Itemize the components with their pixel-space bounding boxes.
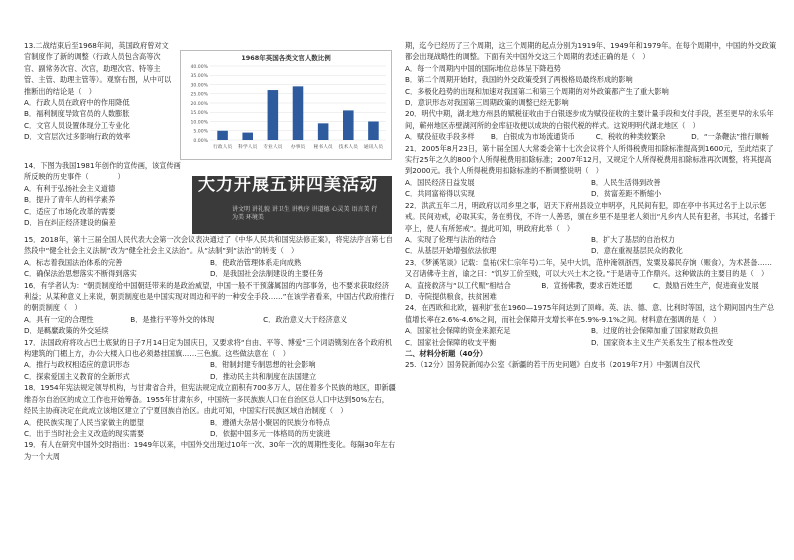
- chart-x-tick-label: 技术人员: [338, 145, 358, 150]
- question-16: [24, 280, 396, 337]
- question-19-stem-start: 19．有人在研究中国外交时指出：1949年以来，中国外交出现过10年一次、30年一次的周期性变化。每隔30年左右为一个大周: [24, 440, 396, 461]
- chart-x-tick-label: 办事员: [290, 145, 306, 150]
- question-13-stem: 13.二战结束后至1968年间，英国政府曾对文官制度作了新的调整（行政人员包含高等次官、副常务次官、次官，助理次官、特等主管、主管、助理主管等）。观察右图，从中可以推断出的结论是（ ）: [24, 41, 172, 96]
- question-21-stem: 21．2005年8月23日，第十届全国人大常委会第十七次会议将个人所得税费用扣除标准提高到1600元，至此结束了实行25年之久的800个人所得税费用扣除标准；2007年12月，又规定个人所得税费用扣除标准再次调整，将其提高到2000元。我个人所得税费用扣除标准的不断调整说明（ ）: [405, 143, 774, 176]
- question-13: [24, 40, 396, 160]
- question-18-option-d: D．依据中国多元一体格局的历史演进: [210, 428, 331, 438]
- question-24-options-row-1: [405, 325, 777, 336]
- chart-y-tick-label: 40.00%: [190, 64, 208, 70]
- question-20-option-d: D．“一条鞭法”推行顺畅: [691, 132, 769, 142]
- chart-x-tick-label: 秘书人员: [313, 145, 333, 150]
- question-18-stem: 18．1954年宪法规定领导机构，与甘肃省合并，但宪法规定成立面积有700多万人，居住着多个民族的地区，即新疆维吾尔自治区的成立工作也开始筹备。1955年甘肃东乡，中国统一多民族族人口在自治区总人口中达到50%左右，经民主协商决定在此成立该地区建立了宁夏回族自治区。由此可知，中国实行民族区域自治制度（ ）: [24, 383, 396, 416]
- chart-y-tick-label: 35.00%: [190, 74, 208, 80]
- chart-y-tick-label: 30.00%: [190, 83, 208, 89]
- chart-y-tick-label: 5.00%: [193, 129, 208, 135]
- chart-y-tick-label: 15.00%: [190, 111, 208, 117]
- question-21-options-row-2: [405, 188, 777, 199]
- question-17: [24, 337, 396, 383]
- question-22-option-d: D．意在重视基层民众的教化: [591, 246, 683, 256]
- propaganda-poster-image: [192, 176, 392, 234]
- question-17-options-row-2: [24, 371, 396, 382]
- question-21-option-a: A．国民经济日益发展: [405, 177, 475, 187]
- question-21-option-b: B．人民生活得到改善: [591, 177, 661, 187]
- question-16-option-a: A．具有一定的合理性: [24, 314, 94, 324]
- chart-svg: [180, 50, 392, 160]
- question-19-option-d: D．意识形态对我国第三周期政策的调整已经无影响: [405, 98, 569, 108]
- question-17-option-c: C．探索爱国主义教育的全新形式: [24, 371, 130, 381]
- question-13-option-a: A．行政人员在政府中的作用降低: [24, 98, 130, 108]
- question-18: [24, 382, 396, 439]
- question-15-options-row-1: [24, 257, 396, 268]
- chart-x-tick-label: 行政人员: [212, 145, 233, 150]
- question-16-option-d: D．是羁縻政策的外交延续: [24, 326, 109, 336]
- chart-bar: [293, 86, 304, 140]
- question-24-option-b: B．过度的社会保障加重了国家财政负担: [591, 326, 719, 336]
- chart-y-tick-label: 20.00%: [190, 101, 208, 107]
- question-13-option-d: D．文官层次过多影响行政的效率: [24, 132, 131, 142]
- question-23-stem: 23．《梦溪笔谈》记载：皇祐(宋仁宗年号)二年，吴中大饥，范仲淹领浙西，发粟及募民存饷（赈食），为术甚备……又召诸佛寺主首，谕之曰：“饥岁工价至贱，可以大兴土木之役。”于是诸寺工作鼎兴。这种做法的主要目的是（ ）: [405, 257, 772, 279]
- left-column: [24, 40, 396, 462]
- question-14-option-a: A．有利于弘扬社会主义道德: [24, 183, 116, 193]
- question-16-option-b: B．是推行平等外交的体现: [130, 314, 215, 324]
- question-25-stem: 25.（12分）国务院新闻办公室《新疆的若干历史问题》白皮书（2019年7月）中强调自汉代: [405, 360, 701, 370]
- question-23: [405, 257, 777, 303]
- question-16-stem: 16．有学者认为：“朝贡制度给中国朝廷带来的是政治威望，中国一般不干预藩属国的内部事务，也不要求获取经济利益；从某种意义上来说，朝贡制度也是中国实现对周边和平的一种安全手段……”在该学者看来，中国古代政府推行的朝贡制度（ ）: [24, 280, 395, 313]
- question-17-stem: 17．法国政府将攻占巴士底狱的日子7月14日定为国庆日，又要求将“自由、平等、博爱”三个词语镌刻在各个政府机构建筑的门楣上方，办公大楼入口也必须悬挂国旗……三色旗。这些做法意在（ ）: [24, 337, 393, 359]
- question-24-option-a: A．国家社会保障的资金来源充足: [405, 326, 511, 336]
- question-20-option-c: C．税收的种类较繁杂: [595, 132, 666, 142]
- question-20-option-a: A．赋役征收手段多样: [405, 132, 475, 142]
- question-22-options-row-2: [405, 245, 777, 256]
- question-20-options-row: [405, 131, 777, 142]
- question-15: [24, 234, 396, 280]
- section-2-heading: 二、材料分析题（40分）: [405, 348, 487, 358]
- question-17-option-a: A．推行与政权相适应的意识形态: [24, 360, 130, 370]
- question-14-text-block: [24, 160, 184, 234]
- question-14-stem: 14．下图为我国1981年创作的宣传画，该宣传画所反映的历史事件（ ）: [24, 161, 181, 182]
- question-15-option-b: B．使政治管理体系走向成熟: [210, 257, 302, 267]
- question-22-option-b: B．扩大了基层的自治权力: [591, 234, 675, 244]
- question-21-options-row-1: [405, 177, 777, 188]
- question-14-option-d: D．旨在纠正经济建设的偏差: [24, 218, 116, 228]
- question-24: [405, 302, 777, 348]
- question-23-option-d: D．寺院提供粮食，扶贫困难: [405, 291, 497, 301]
- question-13-option-c: C．文官人员设置体现分工专业化: [24, 120, 130, 130]
- chart-x-tick-label: 通讯人员: [363, 145, 384, 150]
- question-13-text-block: [24, 40, 172, 160]
- question-24-option-d: D．国家资本主义生产关系发生了根本性改变: [591, 337, 734, 347]
- question-18-option-a: A．使民族实现了人民当家做主的愿望: [24, 417, 144, 427]
- right-column: [405, 40, 777, 371]
- question-14-option-c: C．适应了市场化改革的需要: [24, 206, 116, 216]
- question-16-option-c: C．政治意义大于经济意义: [263, 314, 348, 324]
- question-21-option-d: D．贫富差距不断缩小: [591, 189, 662, 199]
- question-15-option-d: D．是我国社会法制建设的主要任务: [210, 269, 324, 279]
- chart-frame: [181, 51, 392, 160]
- question-19-option-c: C．多极化趋势的出现和加速对我国第二和第三个周期的对外政策都产生了重大影响: [405, 86, 669, 96]
- chart-x-tick-label: 专业人员: [263, 145, 283, 150]
- question-21-option-c: C．共同富裕得以实现: [405, 189, 475, 199]
- chart-bar: [268, 90, 279, 140]
- question-17-option-d: D．推动民主共和制度在法国建立: [210, 371, 317, 381]
- question-22-options-row-1: [405, 234, 777, 245]
- poster-subtitle: 讲文明 讲礼貌 讲卫生 讲秩序 讲道德 心灵美 语言美 行为美 环境美: [232, 206, 378, 221]
- question-23-option-b: B．宣扬佛教，要求百姓还愿: [541, 280, 633, 290]
- question-23-options-row-1: [405, 280, 777, 291]
- question-18-options-row-2: [24, 428, 396, 439]
- question-20: [405, 108, 777, 142]
- question-14-option-b: B．提升了青年人的科学素养: [24, 195, 116, 205]
- question-19: [24, 439, 396, 462]
- question-23-option-a: A．直接救济与“以工代赈”相结合: [405, 280, 511, 290]
- chart-title: 1968年英国各类文官人数比例: [241, 54, 331, 62]
- question-19-stem-continued: 期，迄今已经历了三个周期，这三个周期的起点分别为1919年、1949年和1979年。在每个周期中，中国的外交政策都会出现战略性的调整。下面有关中国外交这三个周期的表述正确的是（ ）: [405, 41, 777, 62]
- question-17-option-b: B．钳制封建专制思想的社会影响: [210, 360, 316, 370]
- question-14: [24, 160, 396, 234]
- chart-x-tick-label: 科学人员: [238, 145, 258, 150]
- question-22-option-c: C．从基层开始增强依法依理: [405, 246, 497, 256]
- question-18-option-b: B．遵循大杂居小聚居的民族分布特点: [210, 417, 330, 427]
- chart-bar: [368, 122, 379, 141]
- chart-bar: [242, 133, 253, 140]
- question-19-option-a: A．每一个周期内中国的国际地位总体呈下降趋势: [405, 63, 561, 73]
- question-15-option-c: C．确保法治思想落实不断得到落实: [24, 269, 137, 279]
- question-19-continued: [405, 40, 777, 108]
- question-22: [405, 200, 777, 257]
- question-24-option-c: C．国家社会保障的收支平衡: [405, 337, 497, 347]
- chart-y-tick-label: 25.00%: [190, 92, 208, 98]
- question-20-stem: 20．明代中期，湖北地方州县的赋税征收由于白银逐步成为赋役征收的主要计量手段和支付手段，甚至更早的永乐年间，蕲州地区赤壁湖河所的金库征收便以成块的白银代税的样式。这说明明代湖北地区（ ）: [405, 109, 774, 130]
- question-19-option-b: B．第二个周期开始时，我国的外交政策受到了两极格局最终形成的影响: [405, 75, 633, 85]
- question-15-option-a: A．标志着我国法治体系的完善: [24, 257, 123, 267]
- chart-bar: [318, 123, 329, 140]
- question-22-stem: 22．洪武五年二月，明政府以司乡里之事，诏天下府州县设立申明亭，凡民间有犯，即在亭中书其过名于上以示惩戒。民间劝戒，必取其实，务在剪伐，不许一人善恶，颁在乡里不是里老人须出“凡乡内人民有犯者，书其过，名播于亭上，使人有所惩戒”。提此可知，明政府此举（ ）: [405, 200, 776, 233]
- question-13-option-b: B．福利制度导致官员的人数膨胀: [24, 109, 130, 119]
- chart-bar: [343, 110, 354, 140]
- chart-bar: [217, 131, 228, 140]
- question-23-option-c: C．鼓励百姓生产，促进商业发展: [653, 280, 759, 290]
- question-15-options-row-2: [24, 268, 396, 279]
- question-18-options-row-1: [24, 417, 396, 428]
- question-17-options-row-1: [24, 359, 396, 370]
- question-21: [405, 143, 777, 200]
- chart-y-tick-label: 10.00%: [190, 120, 208, 126]
- question-16-options-row: [24, 314, 396, 325]
- question-24-options-row-2: [405, 337, 777, 348]
- civil-servant-bar-chart: [180, 50, 392, 160]
- chart-y-tick-label: 0.00%: [193, 138, 208, 144]
- question-15-stem: 15．2018年，第十三届全国人民代表大会第一次会议表决通过了《中华人民共和国宪法修正案》，将宪法序言第七自然段中“健全社会主义法制”改为“健全社会主义法治”。从“法制”到“法治”的转变（ ）: [24, 235, 393, 256]
- question-22-option-a: A．实现了伦理与法治的结合: [405, 234, 497, 244]
- question-24-stem: 24．在西欧和北欧，福利扩张在1960—1975年间达到了顶峰。英、法、德、意、比利时等国，这个期间国内生产总值增长率在2.6%-4.6%之间，而社会保障开支增长率在5.9%-9.1%之间。材料意在强调的是（ ）: [405, 303, 775, 324]
- poster-title: 大力开展五讲四美活动: [198, 176, 378, 195]
- question-20-option-b: B．白银成为市场流通货币: [490, 132, 575, 142]
- question-18-option-c: C．出于当时社会主义改造的现实需要: [24, 428, 145, 438]
